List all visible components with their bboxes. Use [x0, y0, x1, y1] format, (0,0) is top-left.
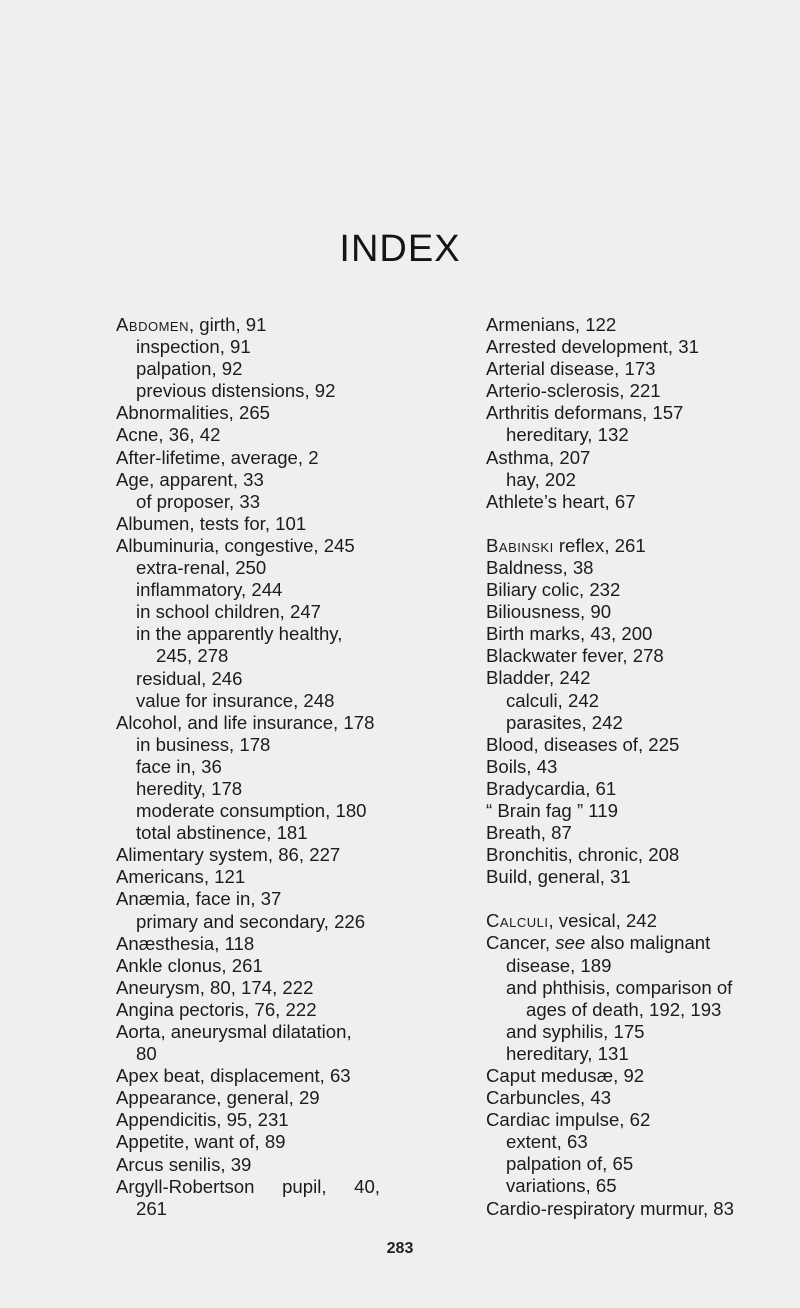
index-subentry: palpation of, 65 — [506, 1153, 634, 1175]
index-entry: Aneurysm, 80, 174, 222 — [116, 976, 314, 998]
index-entry: Anæmia, face in, 37 — [116, 888, 282, 910]
index-subentry: in school children, 247 — [136, 601, 322, 623]
index-subentry: extra-renal, 250 — [136, 557, 267, 579]
index-entry: Arterio-sclerosis, 221 — [486, 380, 661, 402]
page-title: INDEX — [339, 228, 461, 270]
index-headword: Babinski — [486, 534, 554, 556]
index-subentry: in the apparently healthy, — [136, 623, 343, 645]
index-subentry: and syphilis, 175 — [506, 1020, 645, 1042]
index-entry: Aorta, aneurysmal dilatation, — [116, 1021, 352, 1042]
index-subentry: of proposer, 33 — [136, 490, 261, 512]
index-subentry: face in, 36 — [136, 755, 222, 777]
index-entry: Abdomen, girth, 91 — [116, 314, 267, 335]
index-entry: Age, apparent, 33 — [116, 468, 264, 490]
index-column-right — [486, 314, 786, 1220]
index-subentry: calculi, 242 — [506, 689, 600, 711]
index-entry: Athlete’s heart, 67 — [486, 490, 636, 512]
index-entry: Carbuncles, 43 — [486, 1087, 612, 1109]
index-entry: Cardiac impulse, 62 — [486, 1109, 651, 1131]
index-entry: Cancer, see also malignant — [486, 932, 711, 954]
index-entry: Breath, 87 — [486, 822, 572, 844]
index-continuation: ages of death, 192, 193 — [526, 998, 722, 1020]
index-entry: Albumen, tests for, 101 — [116, 512, 307, 534]
index-entry: Apex beat, displacement, 63 — [116, 1065, 351, 1087]
index-entry: Boils, 43 — [486, 755, 558, 777]
index-subentry: previous distensions, 92 — [136, 380, 336, 402]
index-entry: Bronchitis, chronic, 208 — [486, 844, 680, 866]
section-gap — [486, 888, 786, 910]
page-number: 283 — [386, 1240, 414, 1257]
index-continuation: 261 — [136, 1197, 168, 1219]
index-entry: Bradycardia, 61 — [486, 777, 617, 799]
index-entry: Biliary colic, 232 — [486, 579, 621, 601]
index-subentry: residual, 246 — [136, 667, 243, 689]
index-entry: Albuminuria, congestive, 245 — [116, 534, 355, 556]
index-entry: Argyll-Robertson pupil, 40, — [116, 1175, 380, 1197]
index-subentry: extent, 63 — [506, 1131, 588, 1153]
index-entry: Appendicitis, 95, 231 — [116, 1109, 289, 1131]
index-entry: Baldness, 38 — [486, 556, 594, 578]
index-entry: Appearance, general, 29 — [116, 1087, 320, 1109]
index-entry: “ Brain fag ” 119 — [486, 799, 618, 821]
index-subentry: hereditary, 132 — [506, 424, 629, 446]
index-column-left — [116, 314, 476, 1220]
index-entry: Americans, 121 — [116, 866, 246, 888]
index-entry: Arrested development, 31 — [486, 336, 699, 358]
index-subentry: and phthisis, comparison of — [506, 976, 733, 998]
index-subentry: total abstinence, 181 — [136, 822, 308, 844]
index-entry: Asthma, 207 — [486, 446, 591, 468]
index-entry: Acne, 36, 42 — [116, 424, 221, 446]
index-entry: Ankle clonus, 261 — [116, 954, 263, 976]
index-subentry: variations, 65 — [506, 1175, 617, 1197]
index-entry: After-lifetime, average, 2 — [116, 446, 319, 468]
index-entry: Armenians, 122 — [486, 314, 617, 335]
index-subentry: palpation, 92 — [136, 358, 243, 380]
index-entry: Appetite, want of, 89 — [116, 1131, 286, 1153]
index-entry: Arcus senilis, 39 — [116, 1153, 252, 1175]
index-entry: Calculi, vesical, 242 — [486, 910, 657, 932]
index-subentry: heredity, 178 — [136, 777, 243, 799]
index-entry: Anæsthesia, 118 — [116, 932, 255, 954]
index-entry: Angina pectoris, 76, 222 — [116, 998, 317, 1020]
index-subentry: inflammatory, 244 — [136, 579, 283, 601]
index-subentry: hereditary, 131 — [506, 1042, 629, 1064]
index-headword: Calculi — [486, 910, 549, 932]
index-subentry: in business, 178 — [136, 733, 271, 755]
index-subentry: moderate consumption, 180 — [136, 800, 367, 822]
index-continuation: disease, 189 — [506, 954, 612, 976]
index-entry: Arterial disease, 173 — [486, 358, 656, 380]
index-subentry: parasites, 242 — [506, 711, 623, 733]
index-entry: Caput medusæ, 92 — [486, 1065, 645, 1086]
index-entry: Alcohol, and life insurance, 178 — [116, 711, 375, 733]
index-entry: Blood, diseases of, 225 — [486, 733, 680, 755]
index-entry: Blackwater fever, 278 — [486, 645, 664, 667]
index-continuation: 245, 278 — [156, 645, 229, 667]
index-entry: Alimentary system, 86, 227 — [116, 844, 341, 866]
index-subentry: hay, 202 — [506, 468, 576, 490]
index-subentry: primary and secondary, 226 — [136, 910, 366, 932]
index-entry: Cardio-respiratory murmur, 83 — [486, 1197, 734, 1219]
index-entry: Build, general, 31 — [486, 866, 631, 888]
index-entry: Birth marks, 43, 200 — [486, 623, 653, 645]
index-entry: Arthritis deformans, 157 — [486, 402, 684, 424]
section-gap — [486, 513, 786, 535]
index-entry: Biliousness, 90 — [486, 601, 612, 623]
index-entry: Babinski reflex, 261 — [486, 534, 646, 556]
index-headword: Abdomen — [116, 314, 189, 335]
index-entry: Bladder, 242 — [486, 667, 591, 689]
index-entry: Abnormalities, 265 — [116, 402, 270, 424]
index-subentry: value for insurance, 248 — [136, 689, 335, 711]
index-subentry: inspection, 91 — [136, 336, 251, 358]
index-continuation: 80 — [136, 1043, 157, 1065]
